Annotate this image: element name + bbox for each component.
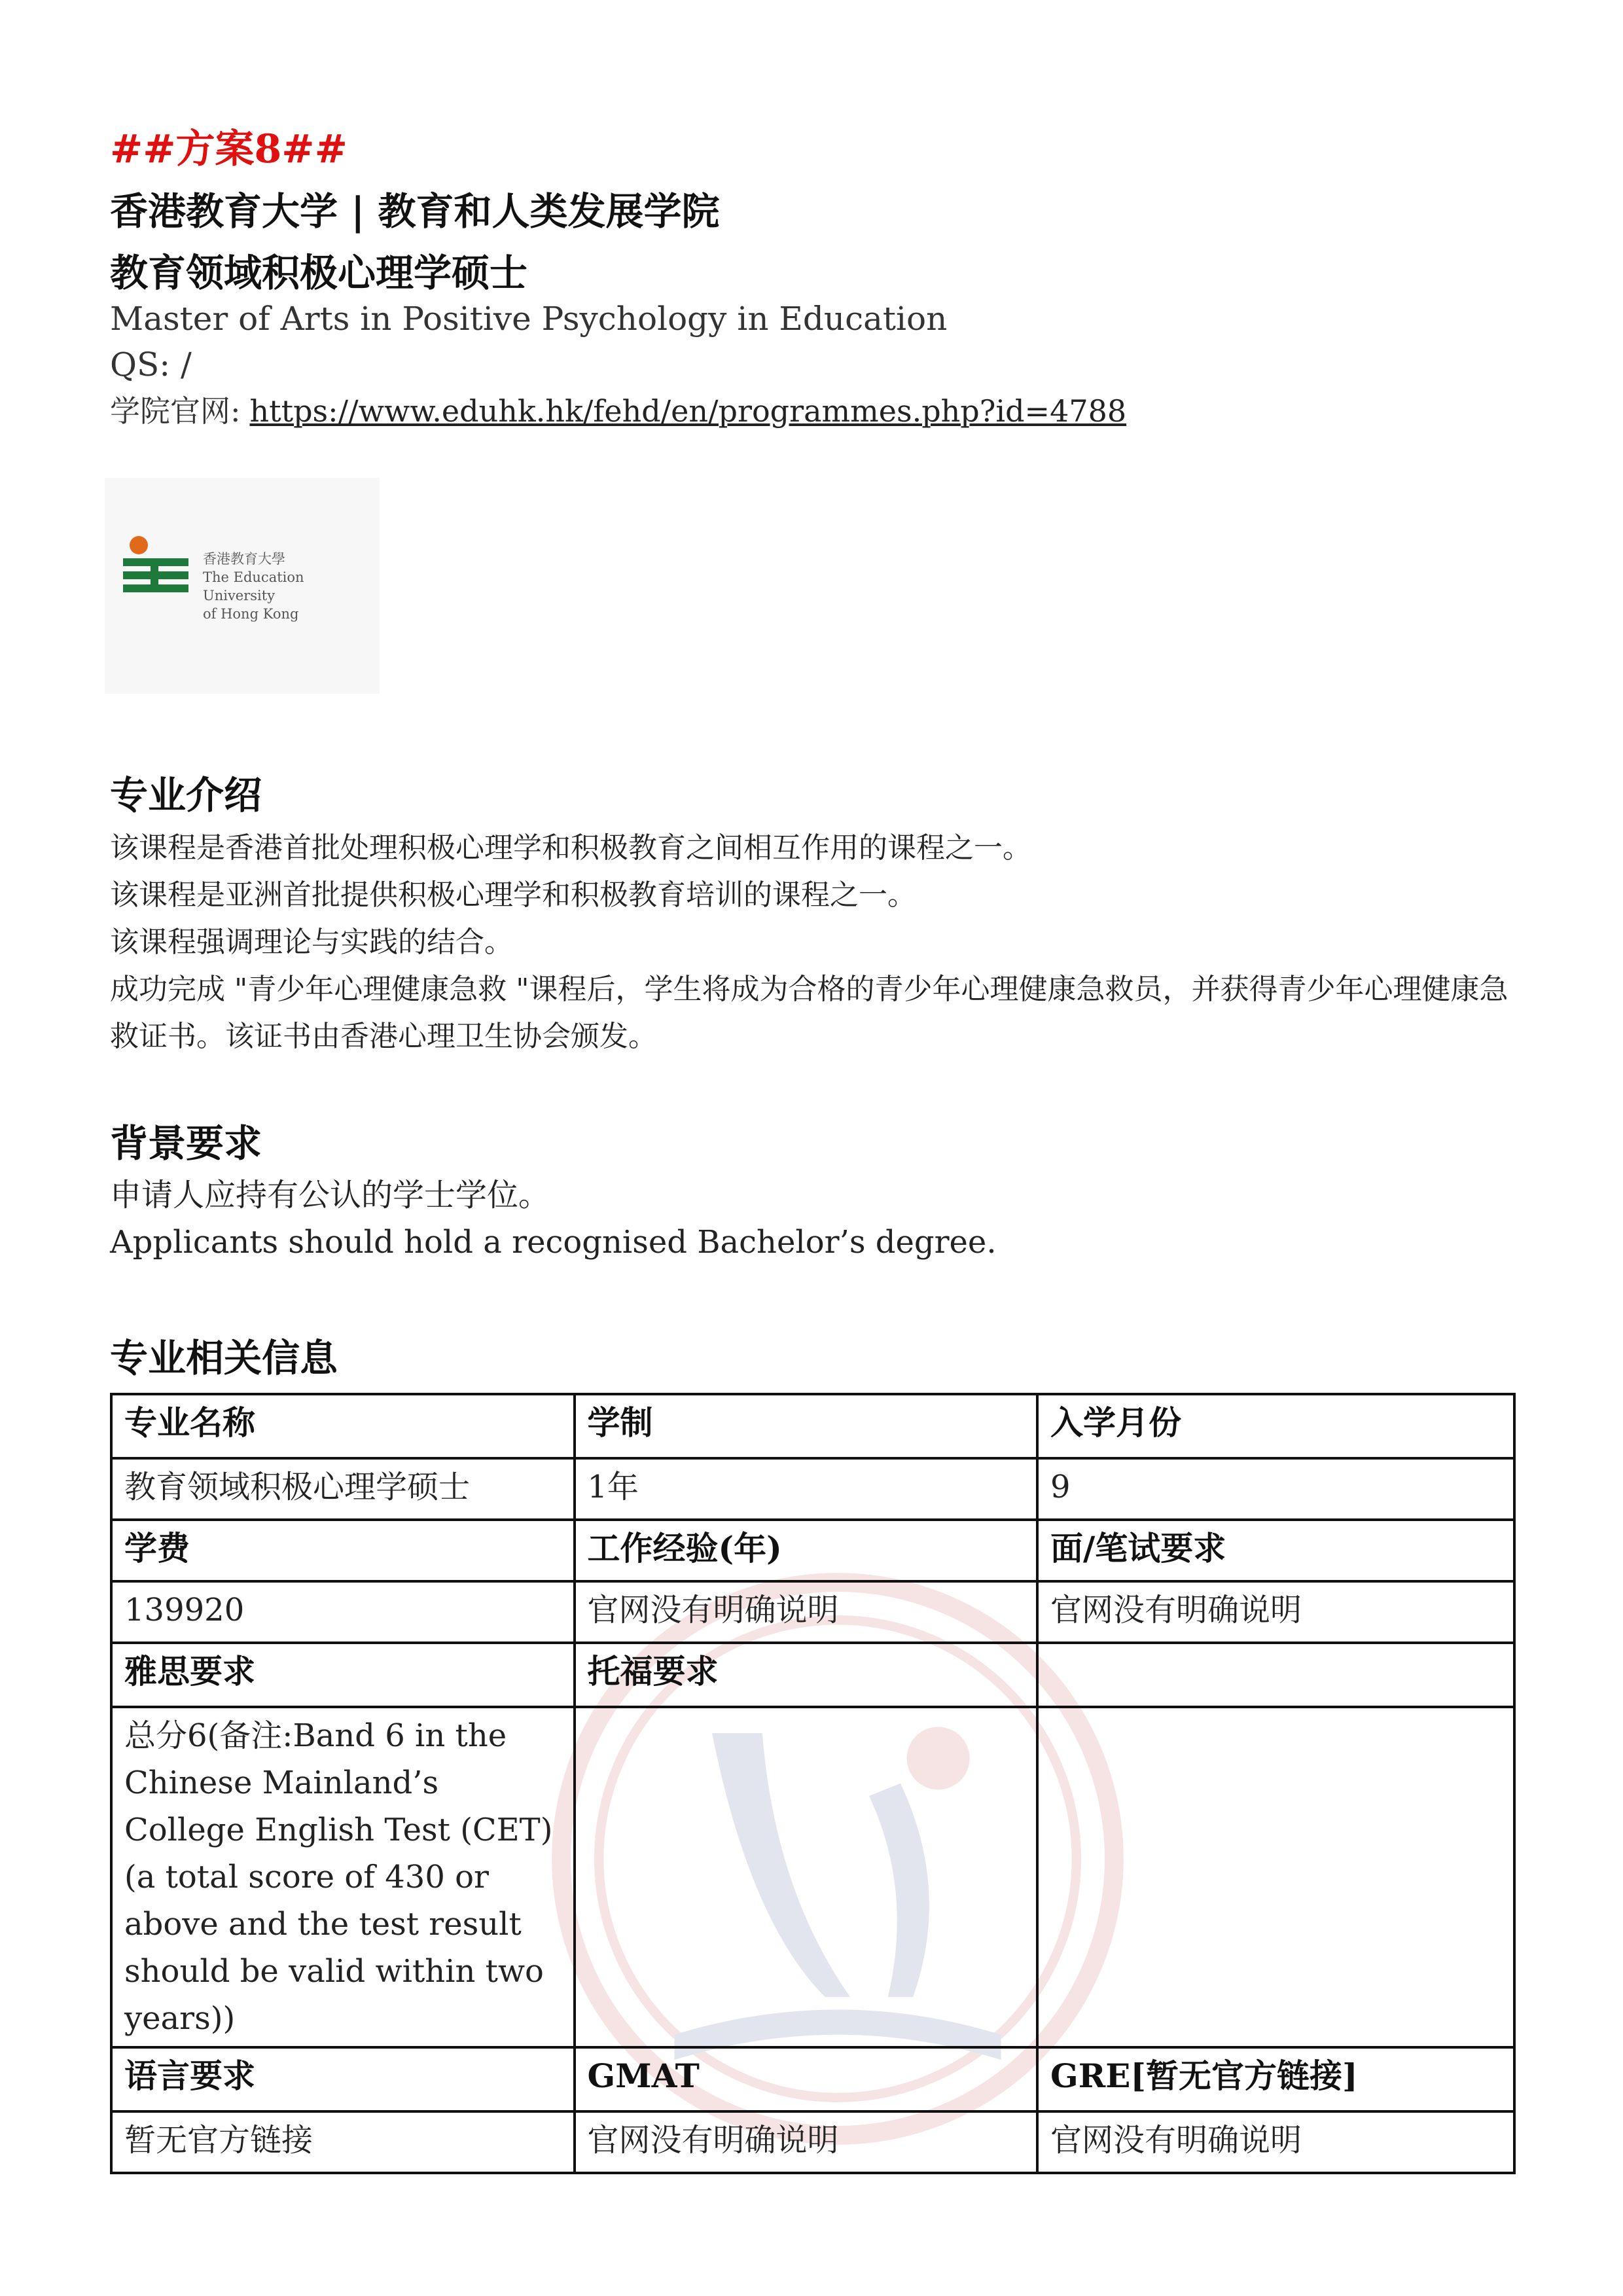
- background-line-en: Applicants should hold a recognised Bachelor’s degree.: [110, 1224, 997, 1261]
- qs-ranking: QS: /: [110, 346, 192, 384]
- table-cell: 语言要求: [111, 2047, 575, 2111]
- table-row: [111, 1458, 1514, 1520]
- university-logo: [105, 478, 380, 694]
- table-cell: 托福要求: [575, 1643, 1038, 1707]
- info-heading: 专业相关信息: [110, 1336, 338, 1380]
- table-cell: 雅思要求: [111, 1643, 575, 1707]
- table-cell: [1037, 1643, 1514, 1707]
- intro-heading: 专业介绍: [110, 773, 262, 817]
- info-table: [110, 1393, 1516, 2174]
- table-cell: 9: [1037, 1458, 1514, 1520]
- table-cell: 官网没有明确说明: [575, 2111, 1038, 2173]
- table-cell: 官网没有明确说明: [575, 1581, 1038, 1643]
- background-heading: 背景要求: [110, 1121, 262, 1166]
- logo-text: [203, 550, 380, 623]
- table-cell: 官网没有明确说明: [1037, 2111, 1514, 2173]
- table-cell: 1年: [575, 1458, 1038, 1520]
- site-label: 学院官网:: [110, 393, 241, 429]
- table-cell: 面/笔试要求: [1037, 1520, 1514, 1581]
- table-row: [111, 1520, 1514, 1581]
- table-cell: 139920: [111, 1581, 575, 1643]
- table-row: [111, 1707, 1514, 2047]
- intro-line-1: 该课程是香港首批处理积极心理学和积极教育之间相互作用的课程之一。: [110, 831, 1031, 865]
- program-title-cn: 教育领域积极心理学硕士: [110, 251, 528, 295]
- intro-line-4: 成功完成 "青少年心理健康急救 "课程后，学生将成为合格的青少年心理健康急救员，并获得青少年心理健康急救证书。该证书由香港心理卫生协会颁发。: [110, 973, 1508, 1053]
- eduhk-emblem-icon: [118, 533, 196, 612]
- table-cell: GRE[暂无官方链接]: [1037, 2047, 1514, 2111]
- logo-line-1: 香港教育大學: [203, 551, 285, 567]
- background-body: [110, 1172, 1517, 1266]
- program-title-en: Master of Arts in Positive Psychology in Education: [110, 300, 948, 338]
- table-row: [111, 1643, 1514, 1707]
- table-cell: 学费: [111, 1520, 575, 1581]
- table-cell: 专业名称: [111, 1394, 575, 1458]
- table-cell: 官网没有明确说明: [1037, 1581, 1514, 1643]
- intro-line-2: 该课程是亚洲首批提供积极心理学和积极教育培训的课程之一。: [110, 878, 916, 912]
- plan-tag: ##方案8##: [110, 126, 348, 172]
- table-row: [111, 2047, 1514, 2111]
- table-cell: 暂无官方链接: [111, 2111, 575, 2173]
- table-cell: GMAT: [575, 2047, 1038, 2111]
- background-line-cn: 申请人应持有公认的学士学位。: [110, 1177, 550, 1213]
- table-row: [111, 1394, 1514, 1458]
- table-row: [111, 1581, 1514, 1643]
- table-cell: 教育领域积极心理学硕士: [111, 1458, 575, 1520]
- table-row: [111, 2111, 1514, 2173]
- table-cell: [575, 1707, 1038, 2047]
- site-row: [110, 387, 1126, 431]
- intro-body: [110, 825, 1517, 1060]
- site-link[interactable]: https://www.eduhk.hk/fehd/en/programmes.php?id=4788: [249, 393, 1127, 429]
- table-cell: 总分6(备注:Band 6 in the Chinese Mainland’s College English Test (CET) (a total score of 430 or above and the test result should be valid within two years)): [111, 1707, 575, 2047]
- table-cell: 工作经验(年): [575, 1520, 1038, 1581]
- table-cell: 学制: [575, 1394, 1038, 1458]
- logo-line-3: of Hong Kong: [203, 606, 299, 622]
- logo-line-2: The Education University: [203, 569, 304, 603]
- table-cell: [1037, 1707, 1514, 2047]
- table-cell: 入学月份: [1037, 1394, 1514, 1458]
- school-title: 香港教育大学 | 教育和人类发展学院: [110, 189, 720, 234]
- intro-line-3: 该课程强调理论与实践的结合。: [110, 925, 513, 959]
